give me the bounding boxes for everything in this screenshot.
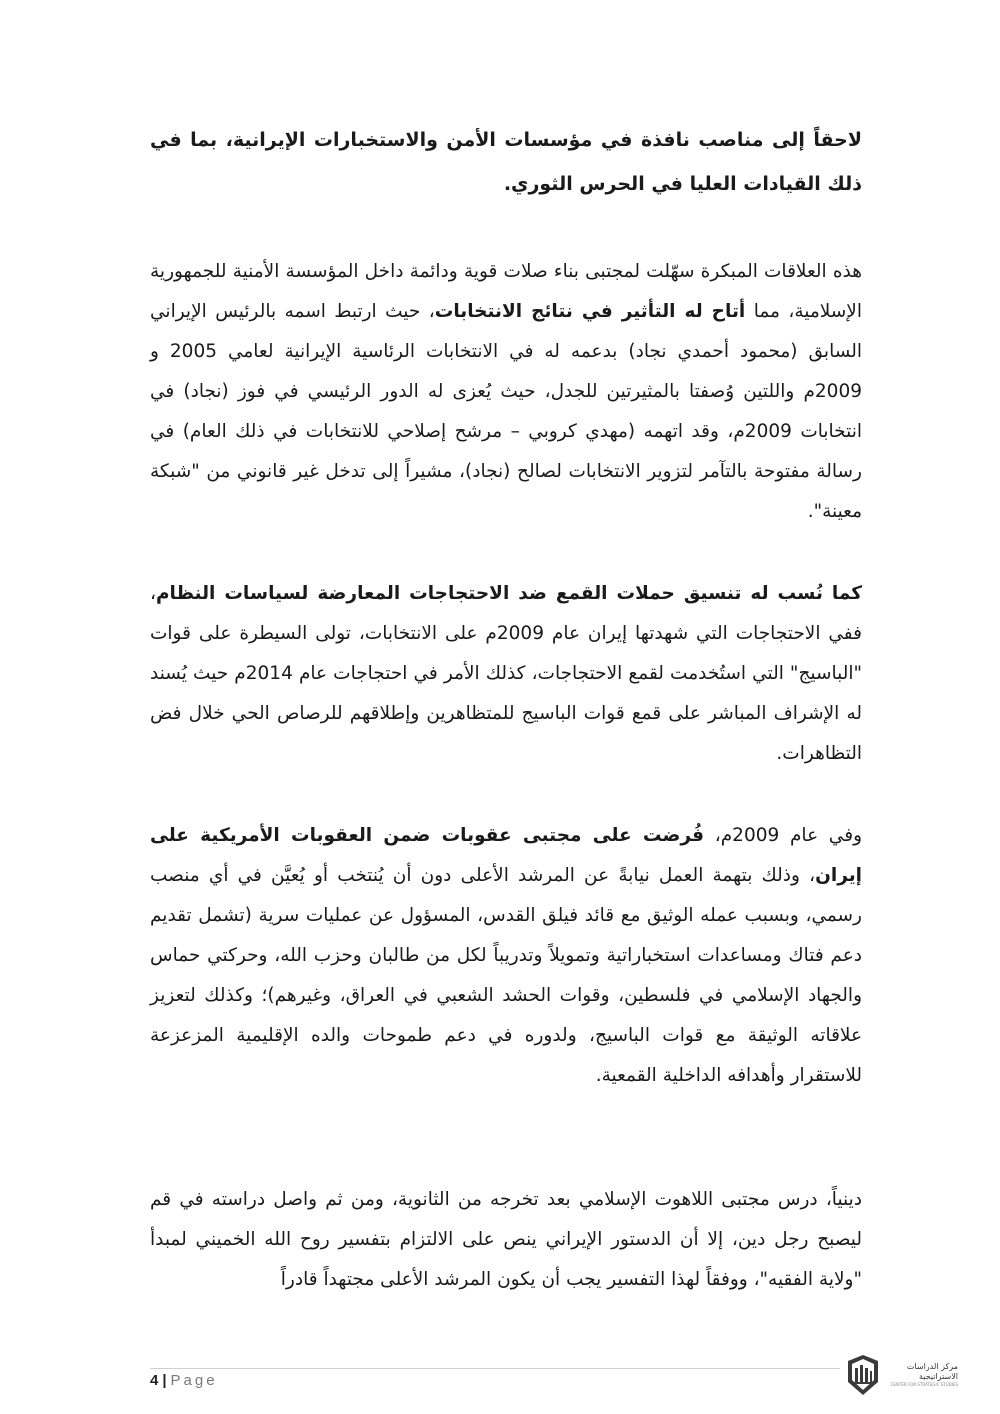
paragraph-3-text: ، ففي الاحتجاجات التي شهدتها إيران عام 2009م على الانتخابات، تولى السيطرة على قوات "الباسيج" التي استُخدمت لقمع الاحتجاجات، كذلك الأمر في احتجاجات عام 2014م حيث يُسند له الإشراف المباشر على قمع قوات الباسيج للمتظاهرين وإطلاقهم للرصاص الحي خلال فض التظاهرات. — [150, 583, 862, 764]
paragraph-3 — [150, 574, 862, 774]
paragraph-1: لاحقاً إلى مناصب نافذة في مؤسسات الأمن والاستخبارات الإيرانية، بما في ذلك القيادات العليا في الحرس الثوري. — [150, 129, 862, 195]
paragraph-2-text-b: ، حيث ارتبط اسمه بالرئيس الإيراني السابق (محمود أحمدي نجاد) بدعمه له في الانتخابات الرئاسية الإيرانية لعامي 2005 و 2009م واللتين وُصفتا بالمثيرتين للجدل، حيث يُعزى له الدور الرئيسي في فوز (نجاد) في انتخابات 2009م، وقد اتهمه (مهدي كروبي – مرشح إصلاحي للانتخابات في ذلك العام) في رسالة مفتوحة بالتآمر لتزوير الانتخابات لصالح (نجاد)، مشيراً إلى تدخل غير قانوني من "شبكة معينة". — [150, 301, 862, 522]
logo-line-2: الاستراتيجية — [918, 1372, 958, 1381]
logo-line-3: CENTER FOR STRATEGIC STUDIES — [890, 1382, 958, 1387]
footer-divider — [150, 1368, 840, 1369]
logo-mark-icon — [840, 1352, 886, 1398]
paragraph-5: دينياً، درس مجتبى اللاهوت الإسلامي بعد تخرجه من الثانوية، ومن ثم واصل دراسته في قم ليصبح رجل دين، إلا أن الدستور الإيراني ينص على الالتزام بتفسير روح الله الخميني لمبدأ "ولاية الفقيه"، ووفقاً لهذا التفسير يجب أن يكون المرشد الأعلى مجتهداً قادراً — [150, 1189, 862, 1290]
paragraph-3-bold: كما نُسب له تنسيق حملات القمع ضد الاحتجاجات المعارضة لسياسات النظام — [155, 583, 862, 604]
document-body — [150, 118, 862, 1300]
paragraph-2 — [150, 252, 862, 532]
page-number: 4 — [150, 1372, 159, 1389]
paragraph-2-bold: أتاح له التأثير في نتائج الانتخابات — [434, 301, 746, 322]
logo-line-1: مركز الدراسات — [906, 1362, 958, 1371]
logo-text — [888, 1362, 958, 1388]
page-separator: | — [162, 1372, 167, 1389]
paragraph-4-text-b: ، وذلك بتهمة العمل نيابةً عن المرشد الأعلى دون أن يُنتخب أو يُعيَّن في أي منصب رسمي، وبسبب عمله الوثيق مع قائد فيلق القدس، المسؤول عن عمليات سرية (تشمل تقديم دعم فتاك ومساعدات استخباراتية وتمويلاً وتدريباً لكل من طالبان وحزب الله، وحركتي حماس والجهاد الإسلامي في فلسطين، وقوات الحشد الشعبي في العراق، وغيرهم)؛ وكذلك لتعزيز علاقاته الوثيقة مع قوات الباسيج، ولدوره في دعم طموحات والده الإقليمية المزعزعة للاستقرار وأهدافه الداخلية القمعية. — [150, 865, 862, 1086]
paragraph-4-bold: فُرضت على مجتبى عقوبات ضمن العقوبات الأمريكية على إيران — [150, 825, 862, 886]
paragraph-4 — [150, 816, 862, 1096]
paragraph-2-text-a: هذه العلاقات المبكرة سهّلت لمجتبى بناء صلات قوية ودائمة داخل المؤسسة الأمنية للجمهورية الإسلامية، مما — [150, 261, 862, 322]
center-logo — [840, 1352, 960, 1400]
page-footer — [150, 1372, 850, 1402]
paragraph-4-text-a: وفي عام 2009م، — [704, 825, 863, 846]
page-number-label — [150, 1372, 218, 1389]
page-word: Page — [170, 1372, 218, 1389]
